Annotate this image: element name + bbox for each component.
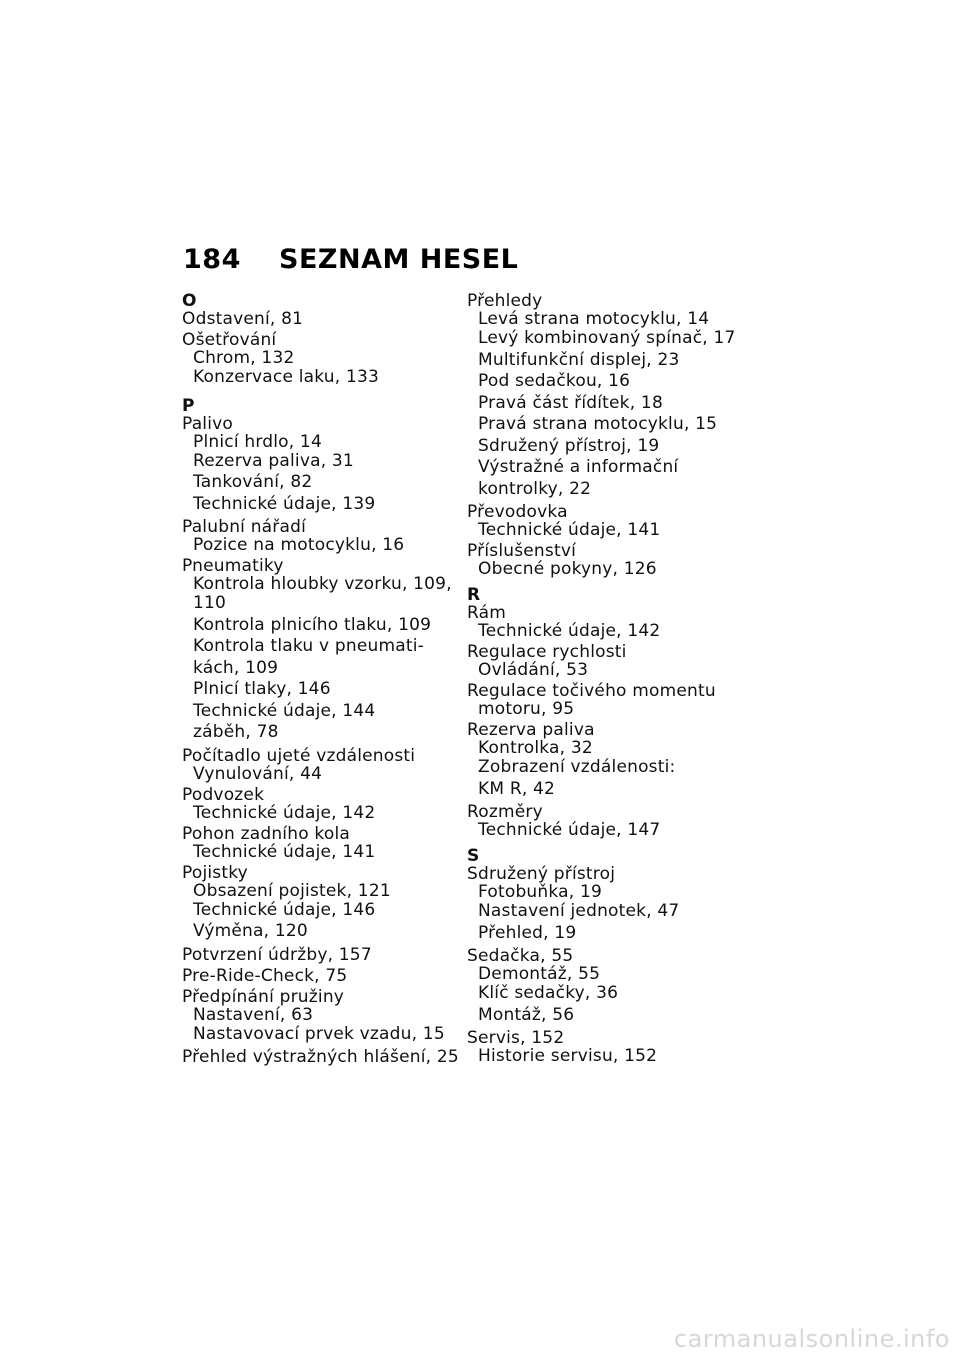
index-entry [182, 557, 462, 744]
index-entry-sub: Technické údaje, 141 [193, 841, 376, 862]
index-entry-main: Regulace točivého momentu [467, 681, 716, 701]
index-entry-sub: Obsazení pojistek, 121 [193, 880, 391, 901]
index-entry-sub: Nastavení, 63 [193, 1004, 314, 1025]
index-entry-main: Ošetřování [182, 330, 277, 350]
index-entry-sub: Technické údaje, 139 [193, 493, 376, 514]
index-entry-sub: Historie servisu, 152 [478, 1046, 658, 1066]
index-entry [467, 542, 747, 578]
index-entry [182, 864, 462, 943]
index-entry [182, 967, 462, 985]
index-entry-sub: Technické údaje, 142 [193, 802, 376, 823]
index-entry [182, 518, 462, 554]
index-entry-sub: Kontrola tlaku v pneumati- [193, 636, 424, 656]
index-entry-sub: motoru, 95 [478, 699, 575, 719]
index-entry-sub: Levá strana motocyklu, 14 [478, 309, 710, 329]
index-entry-sub: Kontrola plnicího tlaku, 109 [193, 614, 432, 635]
index-entry [182, 1048, 462, 1066]
index-entry-sub: Pod sedačkou, 16 [478, 371, 631, 391]
index-entry [467, 503, 747, 539]
index-letter-heading: R [467, 585, 481, 605]
page-number: 184 [183, 244, 241, 275]
index-entry [467, 292, 747, 500]
index-entry-sub: Sdružený přístroj, 19 [478, 435, 660, 456]
index-entry-sub: Obecné pokyny, 126 [478, 559, 657, 579]
index-entry-sub: Multifunkční displej, 23 [478, 349, 680, 370]
index-entry-sub: Chrom, 132 [193, 348, 295, 368]
index-entry [182, 825, 462, 861]
index-entry-sub: Fotobuňka, 19 [478, 882, 602, 902]
index-entry-sub: kontrolky, 22 [478, 478, 592, 499]
index-entry-main: Rozměry [467, 802, 543, 822]
index-entry-sub: Pravá část řídítek, 18 [478, 392, 663, 413]
index-entry-main: Odstavení, 81 [182, 309, 304, 329]
index-entry [467, 721, 747, 800]
index-entry [182, 331, 462, 389]
page-title: SEZNAM HESEL [279, 244, 519, 275]
index-entry [182, 786, 462, 822]
index-entry [182, 988, 462, 1046]
index-entry-main: Rezerva paliva [467, 720, 595, 740]
index-entry-main: Přehledy [467, 291, 543, 311]
index-entry-main: Předpínání pružiny [182, 986, 345, 1007]
index-entry-sub: Tankování, 82 [193, 472, 313, 492]
index-column-left [182, 292, 462, 1069]
index-entry-sub: Konzervace laku, 133 [193, 367, 380, 387]
index-entry-sub: KM R, 42 [478, 778, 556, 799]
index-entry-main: Pohon zadního kola [182, 823, 350, 844]
index-entry [182, 747, 462, 783]
index-entry-sub: Výstražné a informační [478, 457, 679, 477]
index-letter-heading: S [467, 846, 480, 866]
index-entry [467, 1029, 747, 1065]
index-entry [182, 946, 462, 964]
index-entry [182, 310, 462, 328]
index-entry-sub: Vynulování, 44 [193, 763, 323, 784]
index-entry-sub: kách, 109 [193, 657, 279, 678]
index-entry-sub: Nastavovací prvek vzadu, 15 [193, 1023, 445, 1044]
index-entry-main: Přehled výstražných hlášení, 25 [182, 1047, 459, 1067]
index-entry-main: Rám [467, 603, 507, 623]
index-entry-sub: Rezerva paliva, 31 [193, 450, 354, 471]
index-entry-sub: Technické údaje, 146 [193, 899, 376, 920]
index-entry-sub: Nastavení jednotek, 47 [478, 901, 680, 921]
index-entry-sub: Pravá strana motocyklu, 15 [478, 414, 718, 434]
index-entry [467, 865, 747, 944]
index-entry [467, 643, 747, 679]
index-entry-main: Příslušenství [467, 541, 577, 561]
index-letter-heading: O [182, 291, 197, 311]
index-entry-sub: Technické údaje, 142 [478, 621, 661, 641]
index-entry-sub: Levý kombinovaný spínač, 17 [478, 328, 736, 348]
index-entry-main: Pojistky [182, 862, 248, 883]
index-entry [182, 415, 462, 516]
index-entry-main: Převodovka [467, 502, 568, 522]
index-entry [467, 947, 747, 1026]
index-entry-sub: Montáž, 56 [478, 1004, 575, 1025]
index-entry-main: Palivo [182, 413, 234, 434]
index-entry [467, 803, 747, 839]
index-entry-sub: Ovládání, 53 [478, 660, 589, 680]
index-entry-sub: Zobrazení vzdálenosti: [478, 757, 676, 777]
index-entry-main: Sedačka, 55 [467, 946, 574, 966]
index-entry-main: Servis, 152 [467, 1028, 565, 1048]
index-entry-main: Pre-Ride-Check, 75 [182, 965, 348, 986]
page-header [183, 244, 518, 275]
index-entry-sub: Pozice na motocyklu, 16 [193, 535, 405, 555]
index-entry-sub: Demontáž, 55 [478, 964, 601, 984]
index-entry-sub: Přehled, 19 [478, 922, 577, 943]
index-column-right [467, 292, 747, 1068]
index-entry-main: Počítadlo ujeté vzdálenosti [182, 745, 416, 766]
index-entry-main: Potvrzení údržby, 157 [182, 944, 372, 965]
index-entry-sub: Plnicí tlaky, 146 [193, 679, 331, 699]
index-entry-main: Sdružený přístroj [467, 864, 616, 884]
index-entry-main: Regulace rychlosti [467, 642, 627, 662]
index-entry-sub: Technické údaje, 144 [193, 700, 376, 721]
index-entry-sub: Klíč sedačky, 36 [478, 983, 619, 1003]
index-entry-main: Podvozek [182, 784, 265, 805]
index-entry-sub: Technické údaje, 141 [478, 520, 661, 540]
index-entry-main: Palubní nářadí [182, 517, 307, 537]
watermark-text: carmanualsonline.info [673, 1325, 950, 1353]
index-entry [467, 682, 747, 718]
index-entry-sub: záběh, 78 [193, 722, 279, 742]
index-entry-sub: Kontrola hloubky vzorku, 109, [193, 574, 452, 594]
index-entry-sub: 110 [193, 593, 227, 613]
index-letter-heading: P [182, 395, 195, 416]
index-entry-sub: Výměna, 120 [193, 921, 308, 941]
index-entry-main: Pneumatiky [182, 556, 284, 576]
index-entry-sub: Plnicí hrdlo, 14 [193, 431, 322, 452]
index-entry-sub: Technické údaje, 147 [478, 820, 661, 840]
index-entry-sub: Kontrolka, 32 [478, 738, 593, 758]
index-entry [467, 604, 747, 640]
